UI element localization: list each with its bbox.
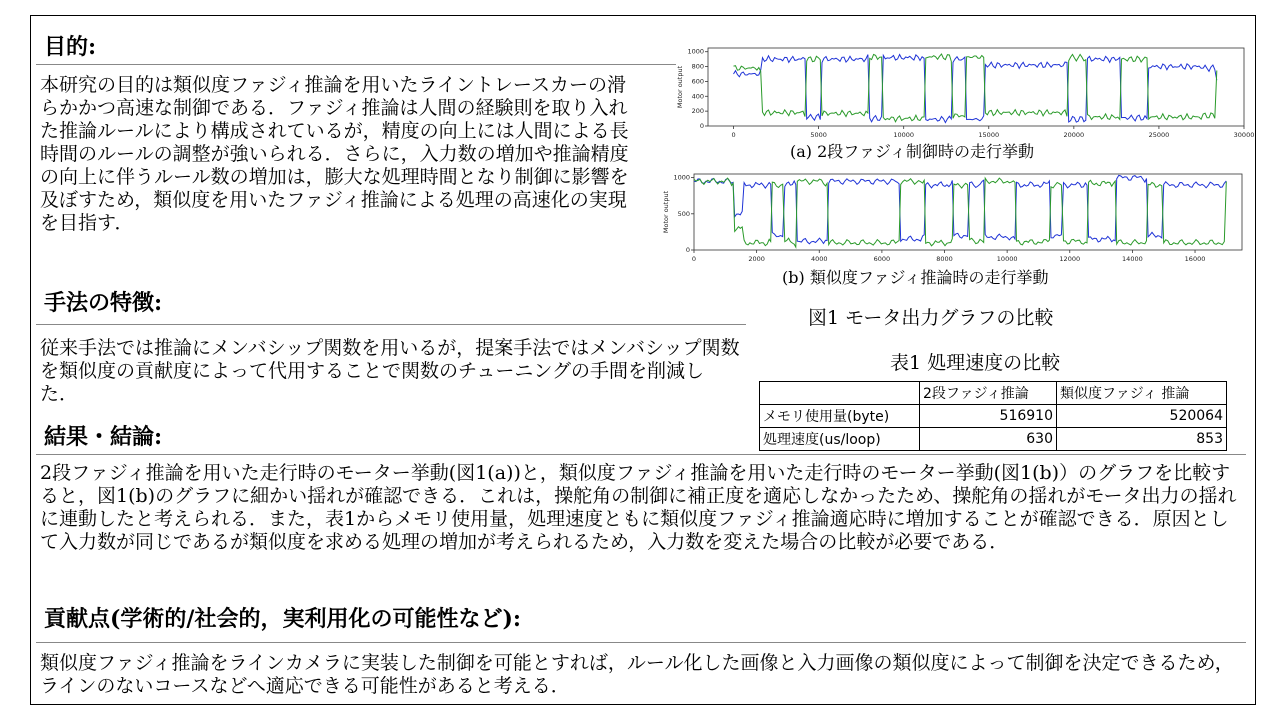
table-header-cell: 2段ファジィ推論 — [920, 382, 1057, 405]
x-tick-label: 15000 — [978, 131, 1000, 139]
table-cell: 853 — [1057, 428, 1227, 451]
table-header-row — [760, 382, 1227, 405]
x-tick-label: 25000 — [1148, 131, 1170, 139]
results-divider — [36, 454, 1246, 455]
processing-speed-table — [759, 381, 1227, 451]
motor-output-chart-a — [670, 42, 1255, 140]
table-row — [760, 428, 1227, 451]
purpose-body: 本研究の目的は類似度ファジィ推論を用いたライントレースカーの滑らかかつ高速な制御である．ファジィ推論は人間の経験則を取り入れた推論ルールにより構成されているが，精度の向上には人間による長時間のルールの調整が強いられる．さらに，入力数の増加や推論精度の向上に伴うルール数の増加は，膨大な処理時間となり制御に影響を及ぼすため，類似度を用いたファジィ推論による処理の高速化の実現を目指す． — [40, 74, 629, 234]
x-tick-label: 6000 — [873, 255, 891, 263]
x-tick-label: 5000 — [810, 131, 827, 139]
table-row-label: メモリ使用量(byte) — [760, 405, 920, 428]
table-header-cell: 類似度ファジィ 推論 — [1057, 382, 1227, 405]
contribution-divider — [36, 642, 1246, 643]
figure-b-caption: (b) 類似度ファジィ推論時の走行挙動 — [782, 268, 1049, 287]
x-tick-label: 8000 — [936, 255, 953, 263]
x-tick-label: 4000 — [810, 255, 828, 263]
figure-a-caption: (a) 2段ファジィ制御時の走行挙動 — [790, 142, 1035, 161]
results-heading: 結果・結論: — [44, 424, 163, 450]
motor-output-chart-b — [662, 170, 1250, 264]
x-tick-label: 2000 — [748, 255, 765, 263]
results-body: 2段ファジィ推論を用いた走行時のモーター挙動(図1(a))と，類似度ファジィ推論を用いた走行時のモーター挙動(図1(b)）のグラフを比較すると，図1(b)のグラフに細かい揺れが確認できる．これは，操舵角の制御に補正度を適応しなかったため、操舵角の揺れがモータ出力の揺れに連動したと考えられる．また，表1からメモリ使用量，処理速度ともに類似度ファジィ推論適応時に増加することが確認できる．原因として入力数が同じであるが類似度を求める処理の増加が考えられるため，入力数を変えた場合の比較が必要である． — [40, 462, 1237, 553]
y-tick-label: 0 — [685, 246, 690, 254]
table-caption: 表1 処理速度の比較 — [890, 352, 1061, 374]
contribution-body: 類似度ファジィ推論をラインカメラに実装した制御を可能とすれば，ルール化した画像と入力画像の類似度によって制御を決定できるため，ラインのないコースなどへ適応できる可能性があると考える． — [40, 652, 1234, 697]
method-heading: 手法の特徴: — [44, 290, 163, 316]
y-tick-label: 0 — [699, 122, 704, 130]
x-tick-label: 30000 — [1233, 131, 1255, 139]
y-tick-label: 200 — [691, 107, 704, 116]
y-axis-label: Motor output — [676, 65, 684, 109]
figure-caption: 図1 モータ出力グラフの比較 — [808, 307, 1054, 329]
y-tick-label: 600 — [691, 77, 704, 86]
x-tick-label: 16000 — [1184, 255, 1206, 263]
y-tick-label: 400 — [691, 92, 704, 101]
y-tick-label: 1000 — [687, 47, 704, 56]
y-tick-label: 800 — [691, 62, 704, 71]
method-divider — [36, 324, 746, 325]
contribution-heading: 貢献点(学術的/社会的，実利用化の可能性など): — [44, 606, 521, 632]
table-header-cell — [760, 382, 920, 405]
method-body: 従来手法では推論にメンバシップ関数を用いるが，提案手法ではメンバシップ関数を類似度の貢献度によって代用することで関数のチューニングの手間を削減した． — [40, 337, 740, 405]
x-tick-label: 14000 — [1122, 255, 1143, 263]
purpose-divider — [36, 64, 676, 65]
x-tick-label: 0 — [731, 131, 736, 139]
y-tick-label: 1000 — [673, 173, 690, 182]
table-cell: 520064 — [1057, 405, 1227, 428]
table-cell: 630 — [920, 428, 1057, 451]
purpose-heading: 目的: — [44, 34, 97, 60]
x-tick-label: 12000 — [1059, 255, 1081, 263]
y-tick-label: 500 — [677, 209, 690, 218]
x-tick-label: 20000 — [1063, 131, 1085, 139]
table-cell: 516910 — [920, 405, 1057, 428]
x-tick-label: 0 — [691, 255, 697, 263]
table-row-label: 処理速度(us/loop) — [760, 428, 920, 451]
x-tick-label: 10000 — [893, 131, 915, 139]
table-row — [760, 405, 1227, 428]
y-axis-label: Motor output — [662, 190, 670, 234]
x-tick-label: 10000 — [996, 255, 1018, 263]
